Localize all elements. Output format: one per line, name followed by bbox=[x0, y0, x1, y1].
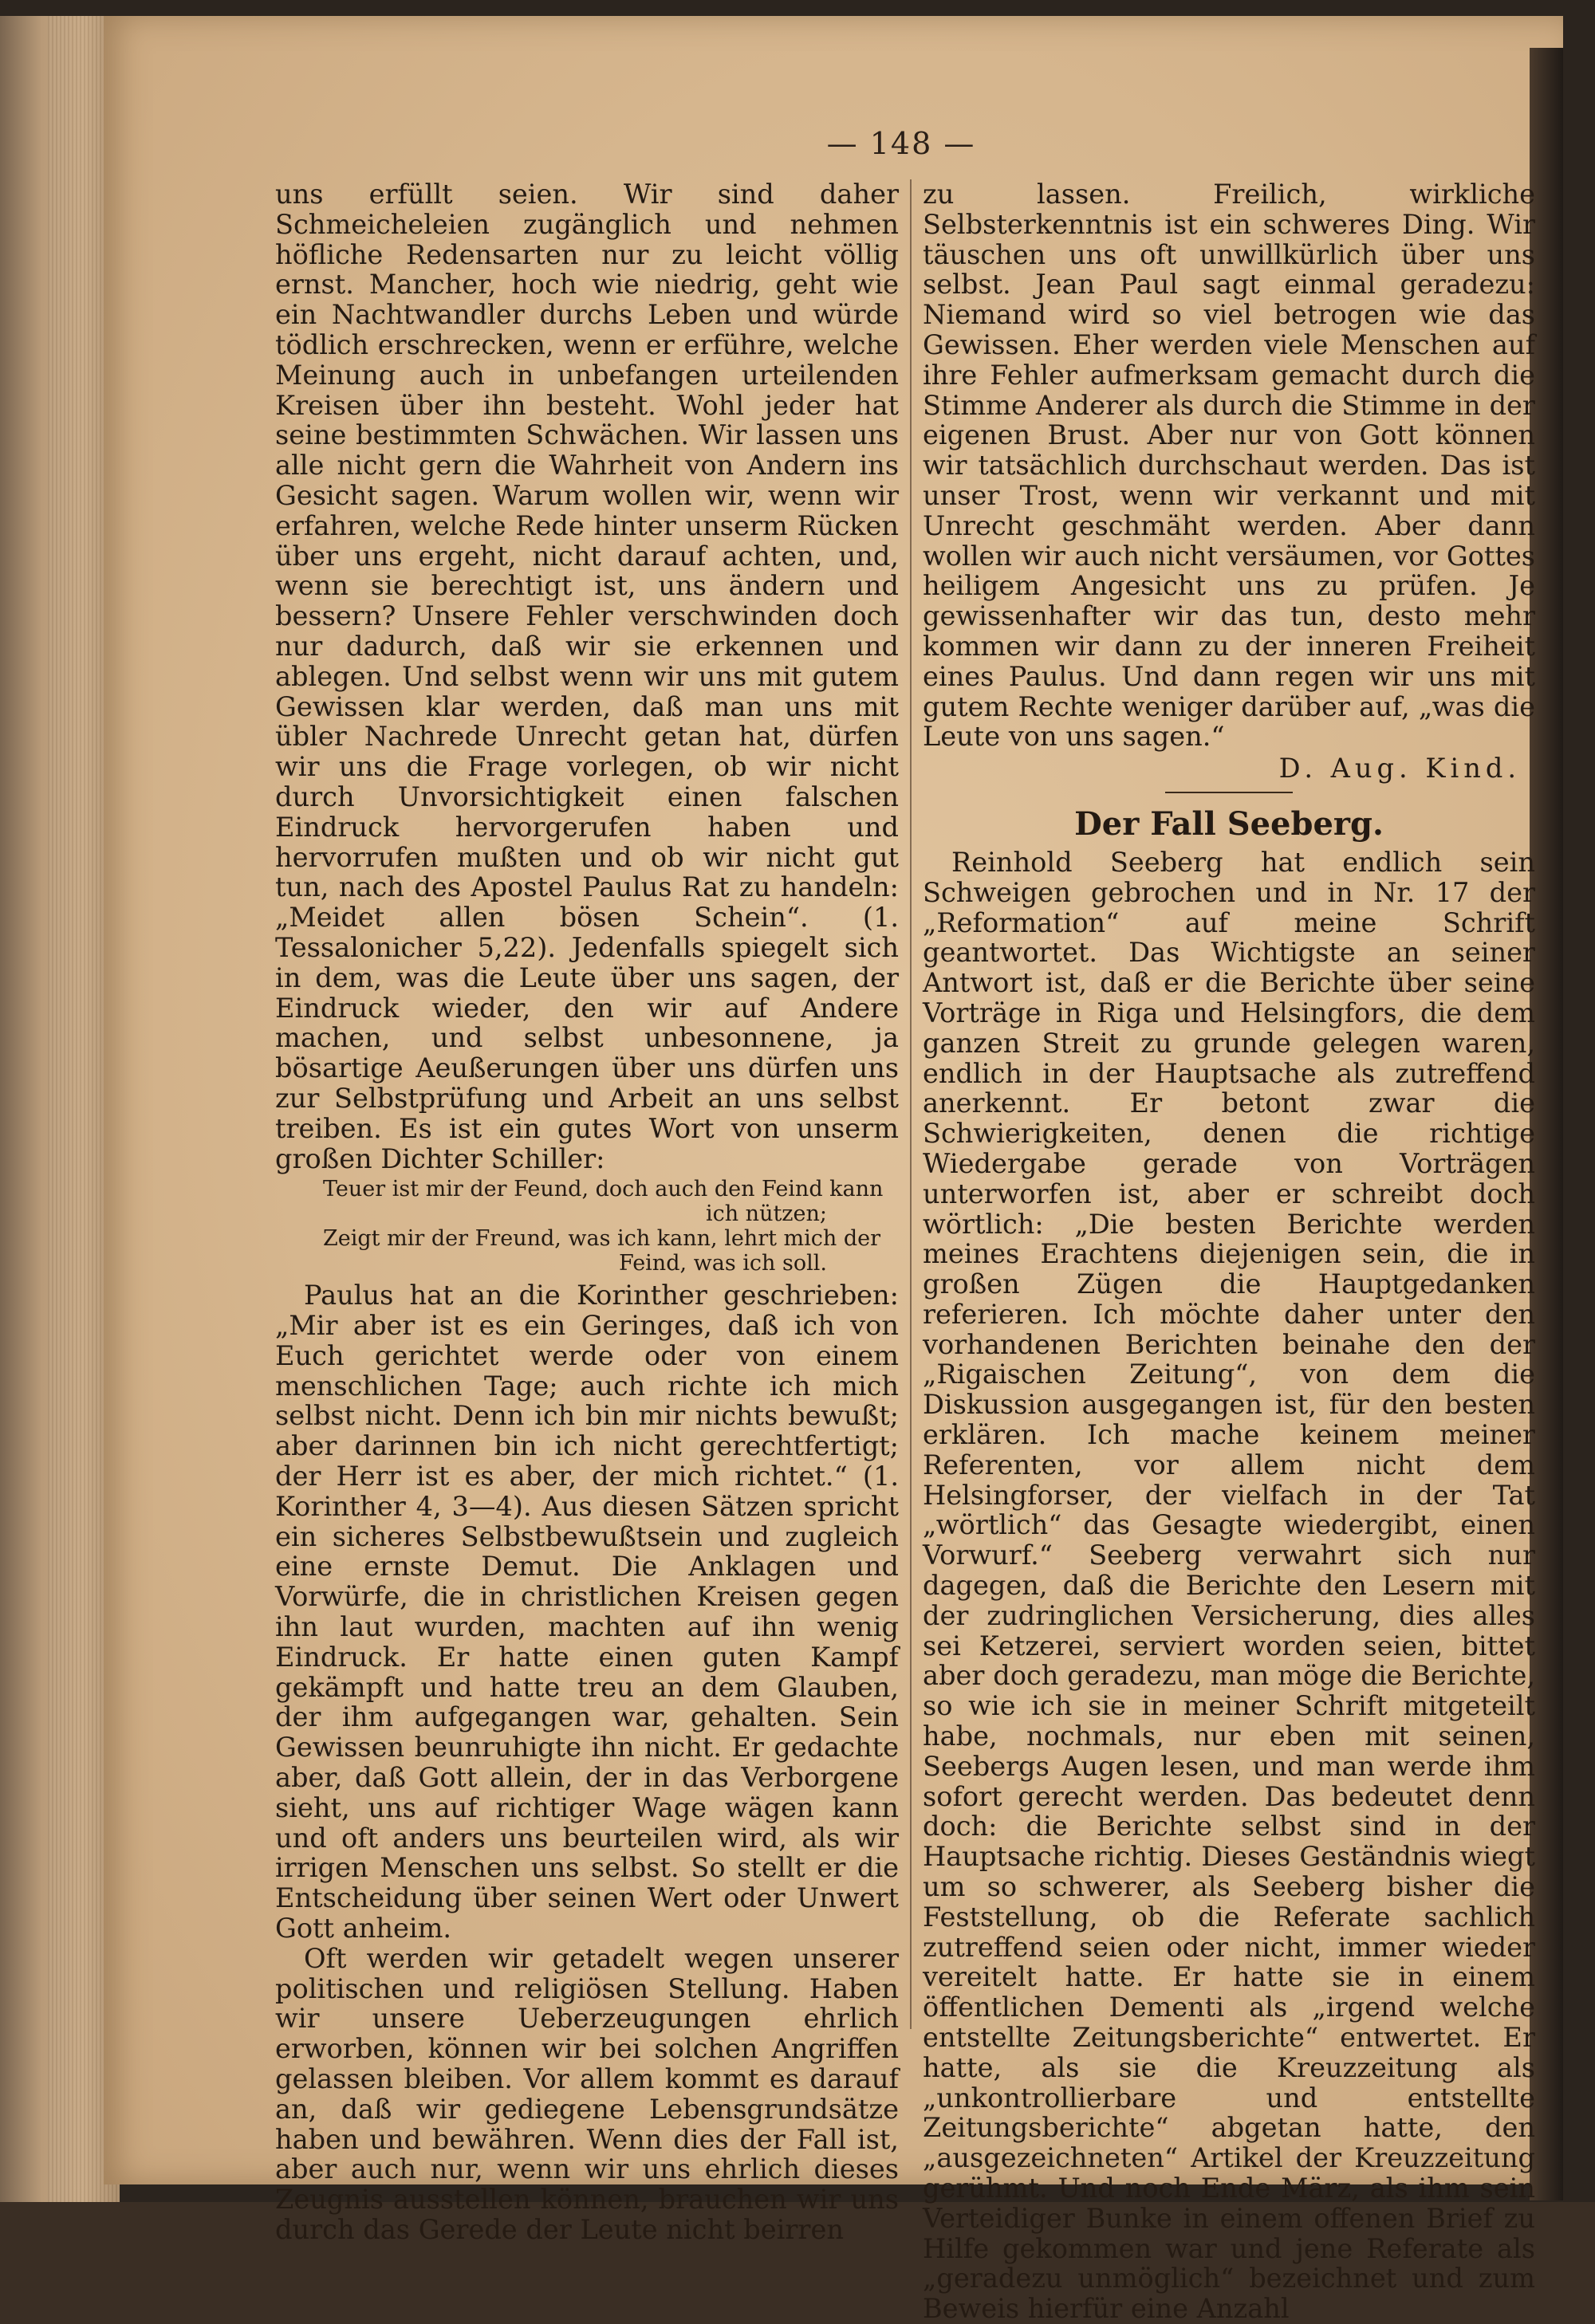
paragraph: uns erfüllt seien. Wir sind daher Schmeicheleien zugänglich und nehmen höfliche Redensarten nur zu leicht völlig ernst. Mancher, hoch wie niedrig, geht wie ein Nachtwandler durchs Leben und würde tödlich erschrecken, wenn er erführe, welche Meinung auch in unbefangen urteilenden Kreisen über ihn besteht. Wohl jeder hat seine bestimmten Schwächen. Wir lassen uns alle nicht gern die Wahrheit von Andern ins Gesicht sagen. Warum wollen wir, wenn wir erfahren, welche Rede hinter unserm Rücken über uns ergeht, nicht darauf achten, und, wenn sie berechtigt ist, uns ändern und bessern? Unsere Fehler verschwinden doch nur dadurch, daß wir sie erkennen und ablegen. Und selbst wenn wir uns mit gutem Gewissen klar werden, daß man uns mit übler Nachrede Unrecht getan hat, dürfen wir uns die Frage vorlegen, ob wir nicht durch Unvorsichtigkeit einen falschen Eindruck hervorgerufen haben und hervorrufen mußten und ob wir nicht gut tun, nach des Apostel Paulus Rat zu handeln: „Meidet allen bösen Schein“. (1. Tessalonicher 5,22). Jedenfalls spiegelt sich in dem, was die Leute über uns sagen, der Eindruck wieder, den wir auf Andere machen, und selbst unbesonnene, ja bösartige Aeußerungen über uns dürfen uns zur Selbstprüfung und Arbeit an uns selbst treiben. Es ist ein gutes Wort von unserm großen Dichter Schiller: bbox=[275, 179, 899, 1174]
paragraph: zu lassen. Freilich, wirkliche Selbsterkenntnis ist ein schweres Ding. Wir täuschen uns oft unwillkürlich über uns selbst. Jean Paul sagt einmal geradezu: Niemand wird so viel betrogen wie das Gewissen. Eher werden viele Menschen auf ihre Fehler aufmerksam gemacht durch die Stimme Anderer als durch die Stimme in der eigenen Brust. Aber nur von Gott können wir tatsächlich durchschaut werden. Das ist unser Trost, wenn wir verkannt und mit Unrecht geschmäht werden. Aber dann wollen wir auch nicht versäumen, vor Gottes heiligem Angesicht uns zu prüfen. Je gewissenhafter wir das tun, desto mehr kommen wir dann zu der inneren Freiheit eines Paulus. Und dann regen wir uns mit gutem Rechte weniger darüber auf, „was die Leute von uns sagen.“ bbox=[923, 179, 1535, 753]
page-number: — 148 — bbox=[826, 126, 976, 161]
author-signature: D. Aug. Kind. bbox=[1278, 753, 1521, 784]
verse-line: Zeigt mir der Freund, was ich kann, lehrt mich der bbox=[323, 1226, 881, 1252]
paragraph: Reinhold Seeberg hat endlich sein Schweigen gebrochen und in Nr. 17 der „Reformation“ auf meine Schrift geantwortet. Das Wichtigste an seiner Antwort ist, daß er die Berichte über seine Vorträge in Riga und Helsingfors, die dem ganzen Streit zu grunde gelegen waren, endlich in der Hauptsache als zutreffend anerkennt. Er betont zwar die Schwierigkeiten, denen die richtige Wiedergabe gerade von Vorträgen unterworfen ist, aber er schreibt doch wörtlich: „Die besten Berichte werden meines Erachtens diejenigen sein, die in großen Zügen die Hauptgedanken referieren. Ich möchte daher unter den vorhandenen Berichten beinahe den der „Rigaischen Zeitung“, von dem die Diskussion ausgegangen ist, für den besten erklären. Ich mache keinem meiner Referenten, vor allem nicht dem Helsingforser, der vielfach in der Tat „wörtlich“ das Gesagte wiedergibt, einen Vorwurf.“ Seeberg verwahrt sich nur dagegen, daß die Berichte den Lesern mit der zudringlichen Versicherung, dies alles sei Ketzerei, serviert worden seien, bittet aber doch geradezu, man möge die Berichte, so wie ich sie in meiner Schrift mitgeteilt habe, nochmals, nur eben mit seinen, Seebergs Augen lesen, und man werde ihm sofort gerecht werden. Das bedeutet denn doch: die Berichte selbst sind in der Hauptsache richtig. Dieses Geständnis wiegt um so schwerer, als Seeberg bisher die Feststellung, ob die Referate sachlich zutreffend seien oder nicht, immer wieder vereitelt hatte. Er hatte sie in einem öffentlichen Dementi als „irgend welche entstellte Zeitungsberichte“ entwertet. Er hatte, als sie die Kreuzzeitung als „unkontrollierbare und entstellte Zeitungsberichte“ abgetan hatte, den „ausgezeichneten“ Artikel der Kreuzzeitung gerühmt. Und noch Ende März, als ihm sein Verteidiger Bunke in einem offenen Brief zu Hilfe gekommen war und jene Referate als „geradezu unmöglich“ bezeichnet und zum Beweis hierfür eine Anzahl bbox=[923, 846, 1535, 2324]
column-divider bbox=[910, 179, 912, 2029]
verse-line-continuation: ich nützen; bbox=[705, 1201, 827, 1227]
paragraph: Oft werden wir getadelt wegen unserer politischen und religiösen Stellung. Haben wir unsere Ueberzeugungen ehrlich erworben, können wir bei solchen Angriffen gelassen bleiben. Vor allem kommt es darauf an, daß wir gediegene Lebensgrundsätze haben und bewähren. Wenn dies der Fall ist, aber auch nur, wenn wir uns ehrlich dieses Zeugnis ausstellen können, brauchen wir uns durch das Gerede der Leute nicht beirren bbox=[275, 1942, 899, 2245]
verse-line-continuation: Feind, was ich soll. bbox=[618, 1251, 827, 1276]
book-page-edges bbox=[0, 16, 120, 2202]
paragraph: Paulus hat an die Korinther geschrieben: „Mir aber ist es ein Geringes, daß ich von Euch gerichtet werde oder von einem menschlichen Tage; auch richte ich mich selbst nicht. Denn ich bin mir nichts bewußt; aber darinnen bin ich nicht gerechtfertigt; der Herr ist es aber, der mich richtet.“ (1. Korinther 4, 3—4). Aus diesen Sätzen spricht ein sicheres Selbstbewußtsein und zugleich eine ernste Demut. Die Anklagen und Vorwürfe, die in christlichen Kreisen gegen ihn laut wurden, machten auf ihn wenig Eindruck. Er hatte einen guten Kampf gekämpft und hatte treu an dem Glauben, der ihm aufgegangen war, gehalten. Sein Gewissen beunruhigte ihn nicht. Er gedachte aber, daß Gott allein, der in das Verborgene sieht, uns auf richtiger Wage wägen kann und oft anders uns beurteilen wird, als wir irrigen Menschen uns selbst. So stellt er die Entscheidung über seinen Wert oder Unwert Gott anheim. bbox=[275, 1280, 899, 1945]
verse-line: Teuer ist mir der Feund, doch auch den Feind kann bbox=[323, 1177, 884, 1202]
section-title: Der Fall Seeberg. bbox=[1074, 804, 1384, 843]
schiller-verse bbox=[275, 1177, 899, 1276]
left-column bbox=[275, 179, 899, 2245]
section-rule bbox=[1165, 792, 1293, 793]
right-column bbox=[923, 179, 1535, 2324]
